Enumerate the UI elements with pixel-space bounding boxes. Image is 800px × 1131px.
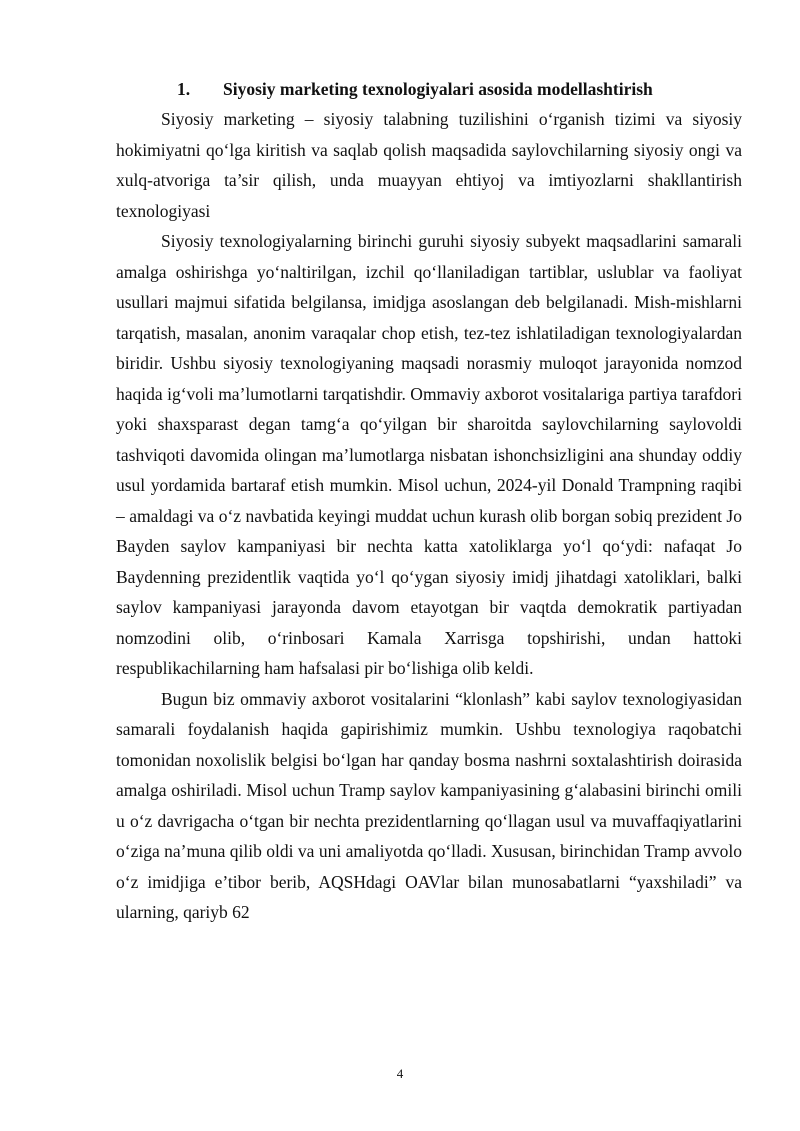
paragraph-media-cloning: Bugun biz ommaviy axborot vositalarini “klonlash” kabi saylov texnologiyasidan samarali foydalanish haqida gapirishimiz mumkin. Ushbu texnologiya raqobatchi tomonidan noxolislik belgisi bo‘lgan har qanday bosma nashrni soxtalashtirish doirasida amalga oshiriladi. Misol uchun Tramp saylov kampaniyasining g‘alabasini birinchi omili u o‘z davrigacha o‘tgan bir nechta prezidentlarning qo‘llagan usul va muvaffaqiyatlarini o‘ziga na’muna qilib oldi va uni amaliyotda qo‘lladi. Xususan, birinchidan Tramp avvolo o‘z imidjiga e’tibor berib, AQSHdagi OAVlar bilan munosabatlarni “yaxshiladi” va ularning, qariyb 62 (116, 688, 742, 922)
section-heading (116, 74, 742, 104)
document-page (116, 74, 742, 928)
paragraph-image-technologies: Siyosiy texnologiyalarning birinchi guruhi siyosiy subyekt maqsadlarini samarali amalga oshirishga yo‘naltirilgan, izchil qo‘llaniladigan tartiblar, uslublar va faoliyat usullari majmui sifatida belgilansa, imidjga asoslangan deb belgilanadi. Mish-mishlarni tarqatish, masalan, anonim varaqalar chop etish, tez-tez ishlatiladigan texnologiyalardan biridir. Ushbu siyosiy texnologiyaning maqsadi norasmiy muloqot jarayonida nomzod haqida ig‘voli ma’lumotlarni tarqatishdir. Ommaviy axborot vositalariga partiya tarafdori yoki shaxsparast degan tamg‘a qo‘yilgan bir sharoitda saylovchilarning saylovoldi tashviqoti davomida olingan ma’lumotlarga nisbatan ishonchsizligini ana shunday oddiy usul yordamida bartaraf etish mumkin. Misol uchun, 2024-yil Donald Trampning raqibi – amaldagi va o‘z navbatida keyingi muddat uchun kurash olib borgan sobiq prezident Jo Bayden saylov kampaniyasi bir nechta katta xatoliklarga yo‘l qo‘ydi: nafaqat Jo Baydenning prezidentlik vaqtida yo‘l qo‘ygan siyosiy imidj jihatdagi xatoliklari, balki saylov kampaniyasi jarayonda davom etayotgan bir vaqtda demokratik partiyadan nomzodini olib, o‘rinbosari Kamala Xarrisga topshirishi, undan hattoki respublikachilarning ham hafsalasi pir bo‘lishiga olib keldi. (116, 231, 742, 678)
section-number: 1. (177, 79, 191, 99)
page-number: 4 (396, 1066, 404, 1081)
section-title: Siyosiy marketing texnologiyalari asosida modellashtirish (223, 79, 653, 99)
paragraph-definition: Siyosiy marketing – siyosiy talabning tuzilishini o‘rganish tizimi va siyosiy hokimiyatni qo‘lga kiritish va saqlab qolish maqsadida saylovchilarning siyosiy ongi va xulq-atvoriga ta’sir qilish, unda muayyan ehtiyoj va imtiyozlarni shakllantirish texnologiyasi (116, 109, 742, 221)
